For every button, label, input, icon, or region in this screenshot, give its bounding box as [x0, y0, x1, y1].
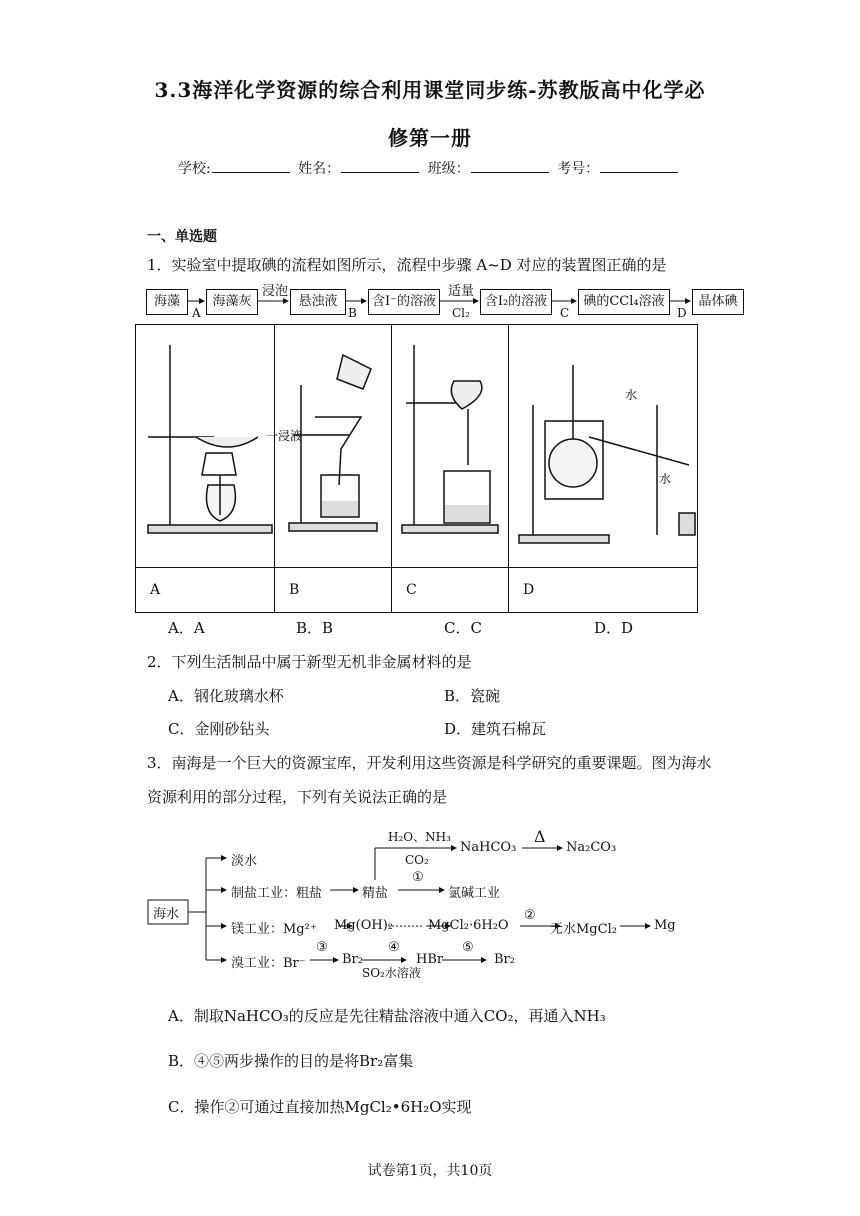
diag-step-4: ④	[388, 940, 400, 955]
diag-na2co3: Na₂CO₃	[566, 840, 617, 855]
diag-br2-a: Br₂	[342, 952, 363, 967]
q3-text-line2: 资源利用的部分过程，下列有关说法正确的是	[147, 788, 448, 806]
flow-box: 悬浊液	[290, 289, 346, 315]
apparatus-a	[136, 325, 303, 568]
evaporation-apparatus-image	[136, 325, 303, 563]
diag-step-3: ③	[316, 940, 328, 955]
page-title-line2: 修第一册	[388, 126, 472, 150]
q3-option-b[interactable]: B．④⑤两步操作的目的是将Br₂富集	[168, 1052, 414, 1070]
exam-no-label: 考号：	[557, 161, 600, 177]
diag-step-2: ②	[524, 908, 536, 923]
apparatus-d	[509, 325, 698, 568]
name-label: 姓名：	[298, 161, 341, 177]
flow-soak: 浸泡	[262, 284, 289, 299]
diag-step-5: ⑤	[462, 940, 474, 955]
diag-so2: SO₂水溶液	[362, 966, 421, 980]
diag-fresh-water: 淡水	[231, 854, 258, 869]
diag-heat: Δ	[534, 827, 546, 846]
apparatus-label: A	[136, 568, 275, 613]
diag-salt-industry: 制盐工业：粗盐	[231, 886, 323, 901]
apparatus-label: B	[275, 568, 392, 613]
flow-box: 含I⁻的溶液	[368, 289, 440, 315]
diag-chlor-alkali: 氯碱工业	[448, 886, 501, 901]
diag-mg-industry: 镁工业：Mg²⁺	[231, 922, 317, 937]
apparatus-label: C	[392, 568, 509, 613]
flow-step-a: A	[192, 306, 201, 320]
diag-co2: CO₂	[405, 853, 429, 867]
page-title: 3.3海洋化学资源的综合利用课堂同步练-苏教版高中化学必	[154, 78, 706, 102]
diag-mgoh2: Mg(OH)₂	[334, 918, 393, 933]
diag-hbr: HBr	[416, 952, 444, 967]
water-inlet-label: 水	[625, 388, 638, 402]
apparatus-c	[392, 325, 509, 568]
flow-cl2: Cl₂	[452, 306, 470, 320]
diag-step-1: ①	[412, 870, 424, 885]
school-label: 学校:	[178, 161, 211, 177]
diag-mg: Mg	[654, 918, 676, 933]
flow-box: 碘的CCl₄溶液	[578, 289, 670, 315]
class-label: 班级：	[427, 161, 470, 177]
q1-option-a[interactable]: A．A	[168, 619, 205, 637]
q3-text-line1: 3．南海是一个巨大的资源宝库，开发利用这些资源是科学研究的重要课题。图为海水	[147, 754, 712, 772]
diag-anhydrous-mgcl2: 无水MgCl₂	[550, 922, 617, 937]
apparatus-table	[135, 324, 698, 613]
q3-option-a[interactable]: A．制取NaHCO₃的反应是先往精盐溶液中通入CO₂，再通入NH₃	[168, 1007, 606, 1025]
flow-box: 含I₂的溶液	[480, 289, 552, 315]
diag-seawater: 海水	[153, 907, 180, 922]
diag-br-industry: 溴工业：Br⁻	[231, 956, 306, 971]
q1-option-c[interactable]: C．C	[444, 619, 482, 637]
flow-box: 海藻灰	[206, 289, 258, 315]
q3-option-c[interactable]: C．操作②可通过直接加热MgCl₂•6H₂O实现	[168, 1098, 472, 1116]
flow-box: 晶体碘	[692, 289, 744, 315]
apparatus-label: D	[509, 568, 698, 613]
flow-arrows	[0, 0, 860, 330]
filtration-apparatus-image	[275, 325, 391, 563]
flow-step-d: D	[677, 306, 687, 320]
water-outlet-label: 水	[659, 472, 672, 486]
q2-text: 2．下列生活制品中属于新型无机非金属材料的是	[147, 653, 472, 671]
flow-step-c: C	[560, 306, 570, 320]
q1-option-b[interactable]: B．B	[296, 619, 334, 637]
flow-box: 海藻	[146, 289, 188, 315]
diag-reagents: H₂O、NH₃	[388, 830, 451, 844]
q2-option-a[interactable]: A．钢化玻璃水杯	[168, 687, 284, 705]
flow-step-b: B	[348, 306, 357, 320]
flow-amount: 适量	[448, 284, 475, 299]
diag-br2-b: Br₂	[494, 952, 515, 967]
apparatus-b	[275, 325, 392, 568]
separatory-funnel-image	[392, 325, 508, 563]
q1-text: 1．实验室中提取碘的流程如图所示，流程中步骤 A~D 对应的装置图正确的是	[147, 256, 667, 274]
diag-nahco3: NaHCO₃	[460, 840, 517, 855]
section-heading: 一、单选题	[147, 229, 217, 245]
q2-option-b[interactable]: B．瓷碗	[444, 687, 501, 705]
diag-mgcl2-hydrate: MgCl₂·6H₂O	[428, 918, 509, 933]
q2-option-d[interactable]: D．建筑石棉瓦	[444, 720, 547, 738]
q2-option-c[interactable]: C．金刚砂钻头	[168, 720, 270, 738]
q1-option-d[interactable]: D．D	[594, 619, 634, 637]
stray-label: 一浸液	[266, 429, 303, 443]
page-footer: 试卷第1页，共10页	[367, 1163, 493, 1179]
distillation-apparatus-image	[509, 325, 697, 563]
diag-refined-salt: 精盐	[362, 886, 389, 901]
